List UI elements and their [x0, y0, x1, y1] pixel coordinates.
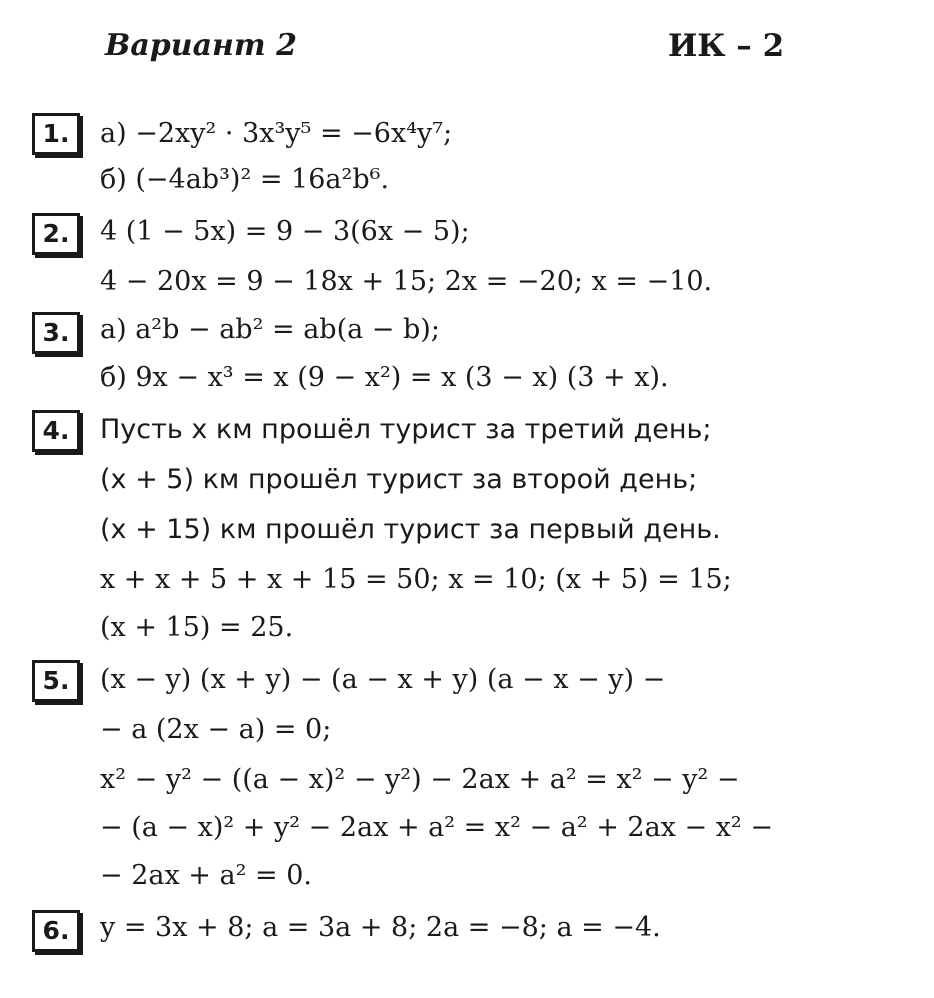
task-number-2: 2.	[32, 213, 80, 255]
task-4-line-1: Пусть x км прошёл турист за третий день;	[100, 414, 712, 445]
task-number-5: 5.	[32, 660, 80, 702]
task-3-line-b: б) 9x − x³ = x (9 − x²) = x (3 − x) (3 + x).	[100, 362, 669, 393]
task-5-line-5: − 2ax + a² = 0.	[100, 860, 312, 891]
task-1-line-a: а) −2xy² · 3x³y⁵ = −6x⁴y⁷;	[100, 118, 453, 149]
task-3-line-a: а) a²b − ab² = ab(a − b);	[100, 314, 440, 345]
task-number-4: 4.	[32, 410, 80, 452]
task-1-line-b: б) (−4ab³)² = 16a²b⁶.	[100, 164, 390, 195]
task-5-line-2: − a (2x − a) = 0;	[100, 714, 332, 745]
task-5-line-4: − (a − x)² + y² − 2ax + a² = x² − a² + 2ax − x² −	[100, 812, 773, 843]
task-number-3: 3.	[32, 312, 80, 354]
task-4-line-3: (x + 15) км прошёл турист за первый день.	[100, 514, 721, 545]
task-5-line-1: (x − y) (x + y) − (a − x + y) (a − x − y) −	[100, 664, 666, 695]
task-number-1: 1.	[32, 113, 80, 155]
variant-title: Вариант 2	[105, 28, 297, 63]
task-5-line-3: x² − y² − ((a − x)² − y²) − 2ax + a² = x² − y² −	[100, 764, 740, 795]
task-4-line-4: x + x + 5 + x + 15 = 50; x = 10; (x + 5) = 15;	[100, 564, 732, 595]
task-6-line-1: y = 3x + 8; a = 3a + 8; 2a = −8; a = −4.	[100, 912, 661, 943]
task-4-line-2: (x + 5) км прошёл турист за второй день;	[100, 464, 698, 495]
task-2-line-1: 4 (1 − 5x) = 9 − 3(6x − 5);	[100, 216, 470, 247]
task-2-line-2: 4 − 20x = 9 − 18x + 15; 2x = −20; x = −10.	[100, 266, 713, 297]
task-number-6: 6.	[32, 910, 80, 952]
task-4-line-5: (x + 15) = 25.	[100, 612, 294, 643]
section-code: ИК – 2	[668, 28, 785, 64]
